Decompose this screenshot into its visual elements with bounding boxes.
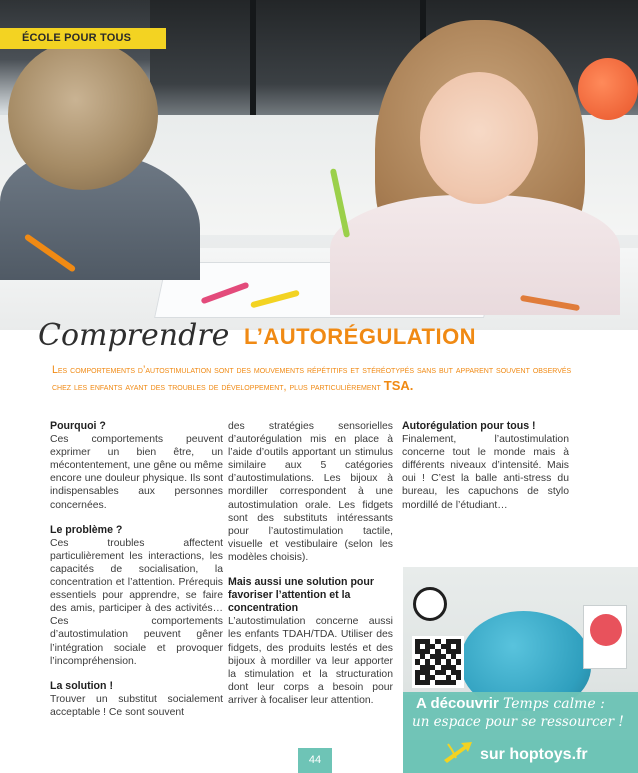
heading-pour-tous: Autorégulation pour tous ! bbox=[402, 420, 536, 432]
photo-window-frame bbox=[250, 0, 256, 120]
body-solution: Trouver un substitut socialement acceptable ! Ce sont souvent bbox=[50, 693, 223, 718]
promo-headline bbox=[416, 695, 605, 712]
lede bbox=[52, 362, 592, 395]
promo-line1-bold: A découvrir bbox=[416, 695, 499, 712]
clock-icon bbox=[413, 587, 447, 621]
heading-solution: La solution ! bbox=[50, 679, 113, 692]
section-tag: ÉCOLE POUR TOUS bbox=[0, 28, 166, 49]
arrow-icon bbox=[440, 738, 476, 768]
photo-girl-face bbox=[420, 72, 538, 204]
column-3 bbox=[402, 420, 569, 524]
title-main: L’AUTORÉGULATION bbox=[244, 324, 477, 349]
heading-pourquoi: Pourquoi ? bbox=[50, 420, 106, 432]
header-photo bbox=[0, 0, 638, 330]
lede-emphasis: TSA. bbox=[383, 378, 414, 393]
promo-link[interactable]: sur hoptoys.fr bbox=[480, 746, 588, 763]
column-1 bbox=[50, 420, 223, 731]
body-pourquoi: Ces comportements peuvent exprimer un bien être, un mécontentement, une gêne ou même encore une douleur physique. Ils sont indispensables aux personnes concernées. bbox=[50, 434, 223, 511]
photo-toy bbox=[578, 58, 638, 120]
qr-code-icon[interactable] bbox=[412, 636, 464, 688]
title-script: Comprendre bbox=[38, 318, 230, 353]
body-aussi: L’autostimulation concerne aussi les enfants TDAH/TDA. Utiliser des fidgets, des produits lestés et des bijoux à mordiller va leur apporter la stimulation et la structuration dont leur corps a besoin pour arriver à focaliser leur attention. bbox=[228, 616, 393, 706]
promo-line1-script: Temps calme : bbox=[502, 696, 605, 712]
heading-aussi: Mais aussi une solution pour favoriser l’attention et la concentration bbox=[228, 576, 374, 615]
heading-probleme: Le problème ? bbox=[50, 523, 123, 536]
page-number: 44 bbox=[298, 748, 332, 773]
photo-boy-head bbox=[8, 40, 158, 190]
promo-subline: un espace pour se ressourcer ! bbox=[412, 714, 624, 730]
column-2 bbox=[228, 420, 393, 719]
body-col2-intro: des stratégies sensorielles d’autorégulation mis en place à l’aide d’outils apportant un stimulus similaire aux 5 catégories d’autostimulations. Les bijoux à mordiller correspondent à une autostimulation orale. Les fidgets sont des substituts intéressants pour l’autostimulation tactile, visuelle et vestibulaire (selon les modèles choisis). bbox=[228, 421, 393, 563]
photo-girl-shirt bbox=[330, 195, 620, 315]
poster-image bbox=[583, 605, 627, 669]
body-probleme: Ces troubles affectent particulièrement les interactions, les capacités de socialisation, la concentration et l’attention. Prérequis essentiels pour apprendre, se faire des amis, participer à des activités… Ces comportements d’autostimulation peuvent gêner l’intégration sociale et provoquer l’incompréhension. bbox=[50, 537, 223, 667]
lede-text: Les comportements d’autostimulation sont des mouvements répétitifs et stéréotypés sans but apparent souvent observés chez les enfants ayant des troubles de développement, plus particulièrement bbox=[52, 364, 572, 393]
body-pour-tous: Finalement, l’autostimulation concerne tout le monde mais à différents niveaux d’intensité. Mais oui ! C’est la balle anti-stress du bureau, les capuchons de stylo mordillé de l’étudiant… bbox=[402, 434, 569, 511]
